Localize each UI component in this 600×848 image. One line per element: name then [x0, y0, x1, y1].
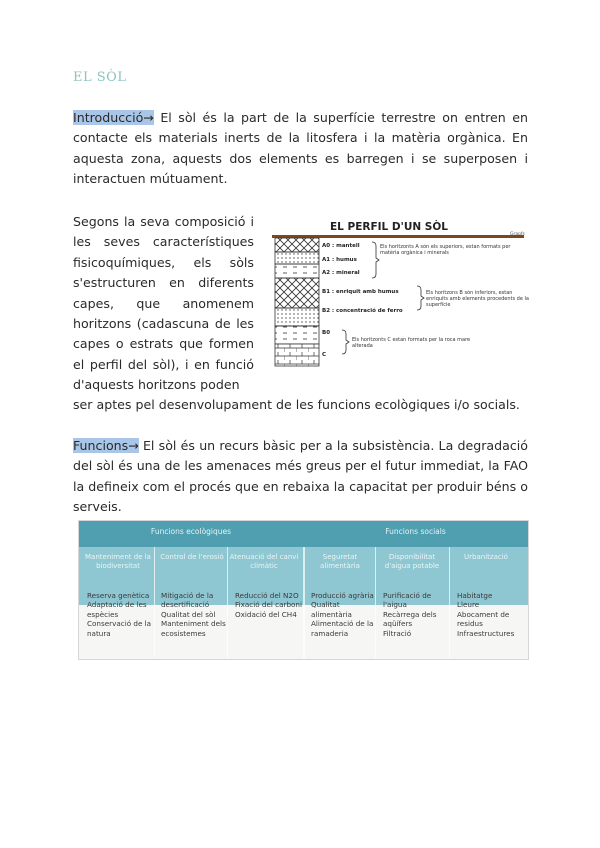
intro-text: El sòl és la part de la superfície terrestre on entren en contacte els materials inerts de la litosfera i la matèria orgànica. En aquesta zona, aquests dos elements es barregen i se superposen i interactuen mútuament. — [73, 110, 528, 187]
subheader-erosion: Control de l'erosió — [160, 553, 224, 561]
label-b1: B1 : enriquit amb humus — [322, 289, 399, 295]
layer-a0 — [275, 238, 319, 252]
label-a2: A2 : mineral — [322, 270, 360, 276]
layer-b2 — [275, 308, 319, 326]
soil-profile-figure — [272, 216, 532, 386]
brace-b — [417, 286, 424, 310]
layer-b1 — [275, 278, 319, 308]
functions-label: Funcions→ — [73, 438, 139, 453]
label-a0: A0 : mantell — [322, 243, 360, 249]
cell-biodiversity: Reserva genètica Adaptació de les espècies Conservació de la natura — [87, 591, 152, 638]
layer-a1 — [275, 252, 319, 264]
cell-food-security: Producció agrària Qualitat alimentària Alimentació de la ramaderia — [311, 591, 374, 638]
functions-text: El sòl és un recurs bàsic per a la subsistència. La degradació del sòl és una de les amenaces més greus per el futur immediat, la FAO la defineix com el procés que en rebaixa la capacitat per produir béns o serveis. — [73, 438, 528, 515]
grass-label: Grapfs — [510, 232, 525, 237]
label-c: C — [322, 352, 327, 358]
cell-urbanization: Habitatge Lleure Abocament de residus Infraestructures — [457, 591, 515, 638]
figure-title: EL PERFIL D'UN SÒL — [330, 221, 448, 233]
group-header-social: Funcions socials — [385, 527, 446, 536]
note-horizon-a: Els horitzonts A són els superiors, estan formats per matèria orgànica i minerals — [380, 244, 511, 256]
surface-line — [272, 235, 524, 238]
label-a1: A1 : humus — [322, 257, 357, 263]
subheader-food-security: Seguretat alimentària — [320, 553, 360, 570]
group-header-ecological: Funcions ecològiques — [150, 527, 232, 536]
subheader-climate: Atenuació del canvi climàtic — [229, 553, 299, 570]
subheader-biodiversity: Manteniment de la biodiversitat — [85, 553, 151, 570]
composition-paragraph-end: ser aptes pel desenvolupament de les funcions ecològiques i/o socials. — [73, 397, 520, 412]
intro-paragraph — [73, 108, 528, 190]
soil-functions-table — [78, 520, 529, 660]
layer-a2 — [275, 264, 319, 278]
brace-c — [342, 330, 349, 354]
subheader-urbanization: Urbanització — [464, 553, 508, 561]
intro-label: Introducció→ — [73, 110, 154, 125]
brace-a — [372, 242, 379, 278]
layer-b0 — [275, 326, 319, 344]
cell-water: Purificació de l'aigua Recàrrega dels aqüífers Filtració — [383, 591, 437, 638]
cell-erosion: Mitigació de la desertificació Qualitat del sòl Manteniment dels ecosistemes — [161, 591, 226, 638]
functions-paragraph — [73, 436, 528, 518]
note-horizon-c: Els horitzonts C estan formats per la roca mare alterada — [352, 337, 471, 349]
subheader-water: Disponibilitat d'aigua potable — [384, 553, 440, 570]
label-b0: B0 — [322, 330, 331, 336]
cell-climate: Reducció del N2O Fixació del carboni Oxidació del CH4 — [235, 591, 302, 619]
soil-profile-diagram — [272, 216, 532, 386]
note-horizon-b: Els horitzons B són inferiors, estan enriquits amb elements procedents de la superfície — [426, 290, 529, 308]
page-title: EL SÒL — [73, 70, 127, 85]
label-b2: B2 : concentració de ferro — [322, 308, 403, 314]
composition-paragraph: Segons la seva composició i les seves característiques fisicoquímiques, els sòls s'estructuren en diferents capes, que anomenem horitzons (cadascuna de les capes o estrats que formen el perfil del sòl), i en funció d'aquests horitzons poden — [73, 214, 254, 393]
layer-c — [275, 344, 319, 366]
